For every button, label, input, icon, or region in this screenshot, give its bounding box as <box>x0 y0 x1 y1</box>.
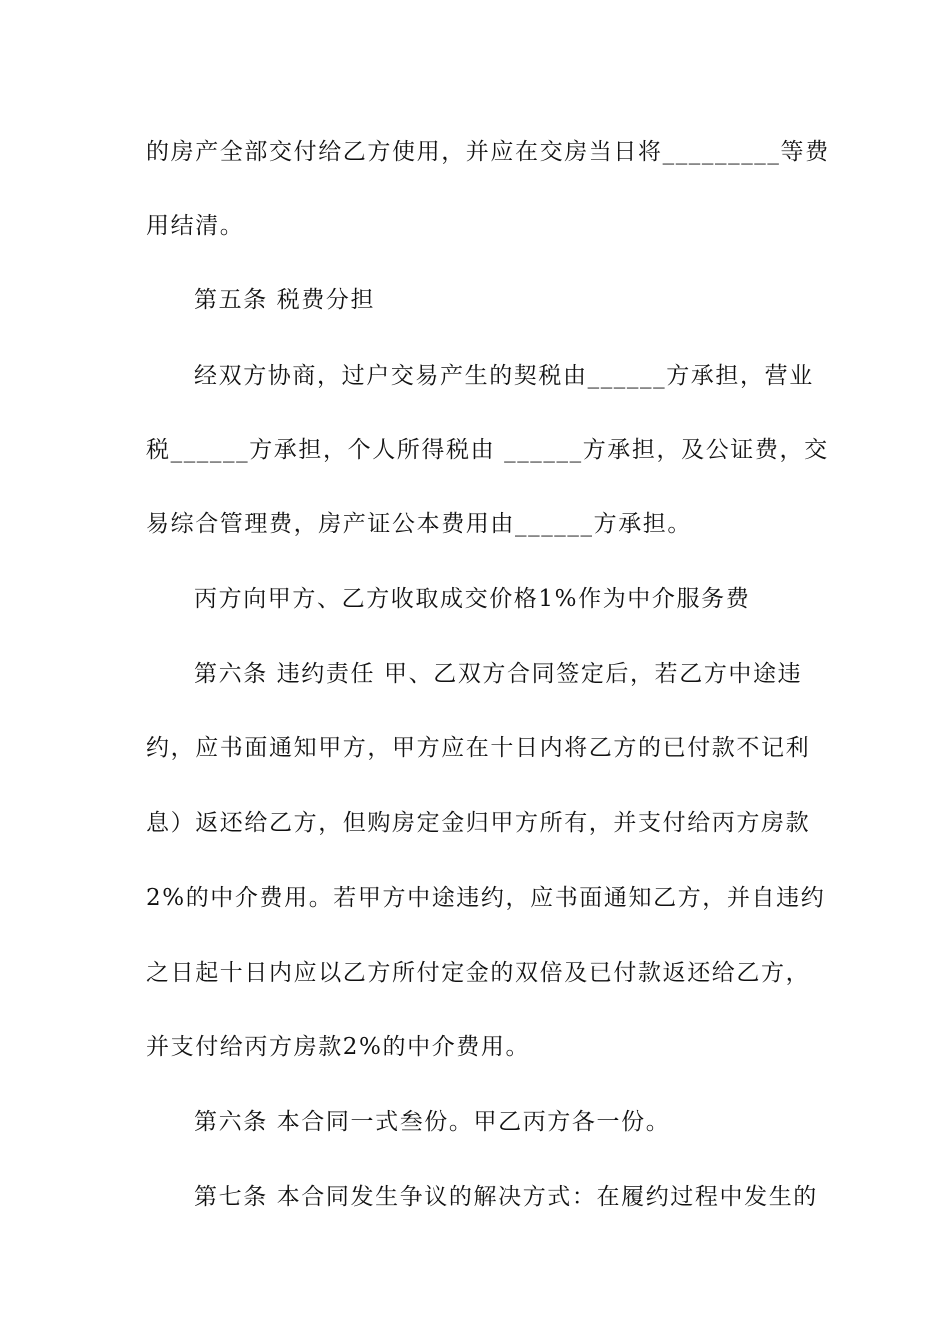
text-line: 税______方承担，个人所得税由 ______方承担，及公证费，交 <box>146 437 829 463</box>
text-line: 易综合管理费，房产证公本费用由______方承担。 <box>146 511 692 537</box>
text-line: 第六条 本合同一式叁份。甲乙丙方各一份。 <box>194 1109 671 1135</box>
text-line: 2%的中介费用。若甲方中途违约，应书面通知乙方，并自违约 <box>146 885 826 911</box>
text-line: 第七条 本合同发生争议的解决方式：在履约过程中发生的 <box>194 1184 818 1210</box>
text-line: 并支付给丙方房款2%的中介费用。 <box>146 1034 531 1060</box>
text-line: 的房产全部交付给乙方使用，并应在交房当日将_________等费 <box>146 139 830 165</box>
text-line: 息）返还给乙方，但购房定金归甲方所有，并支付给丙方房款 <box>146 810 811 836</box>
text-line: 丙方向甲方、乙方收取成交价格1%作为中介服务费 <box>194 586 751 612</box>
text-line: 第六条 违约责任 甲、乙双方合同签定后，若乙方中途违 <box>194 661 803 687</box>
section-heading: 第五条 税费分担 <box>194 287 376 313</box>
text-line: 经双方协商，过户交易产生的契税由______方承担，营业 <box>194 363 814 389</box>
text-line: 之日起十日内应以乙方所付定金的双倍及已付款返还给乙方， <box>146 960 811 986</box>
text-line: 约，应书面通知甲方，甲方应在十日内将乙方的已付款不记利 <box>146 735 811 761</box>
text-line: 用结清。 <box>146 213 245 239</box>
